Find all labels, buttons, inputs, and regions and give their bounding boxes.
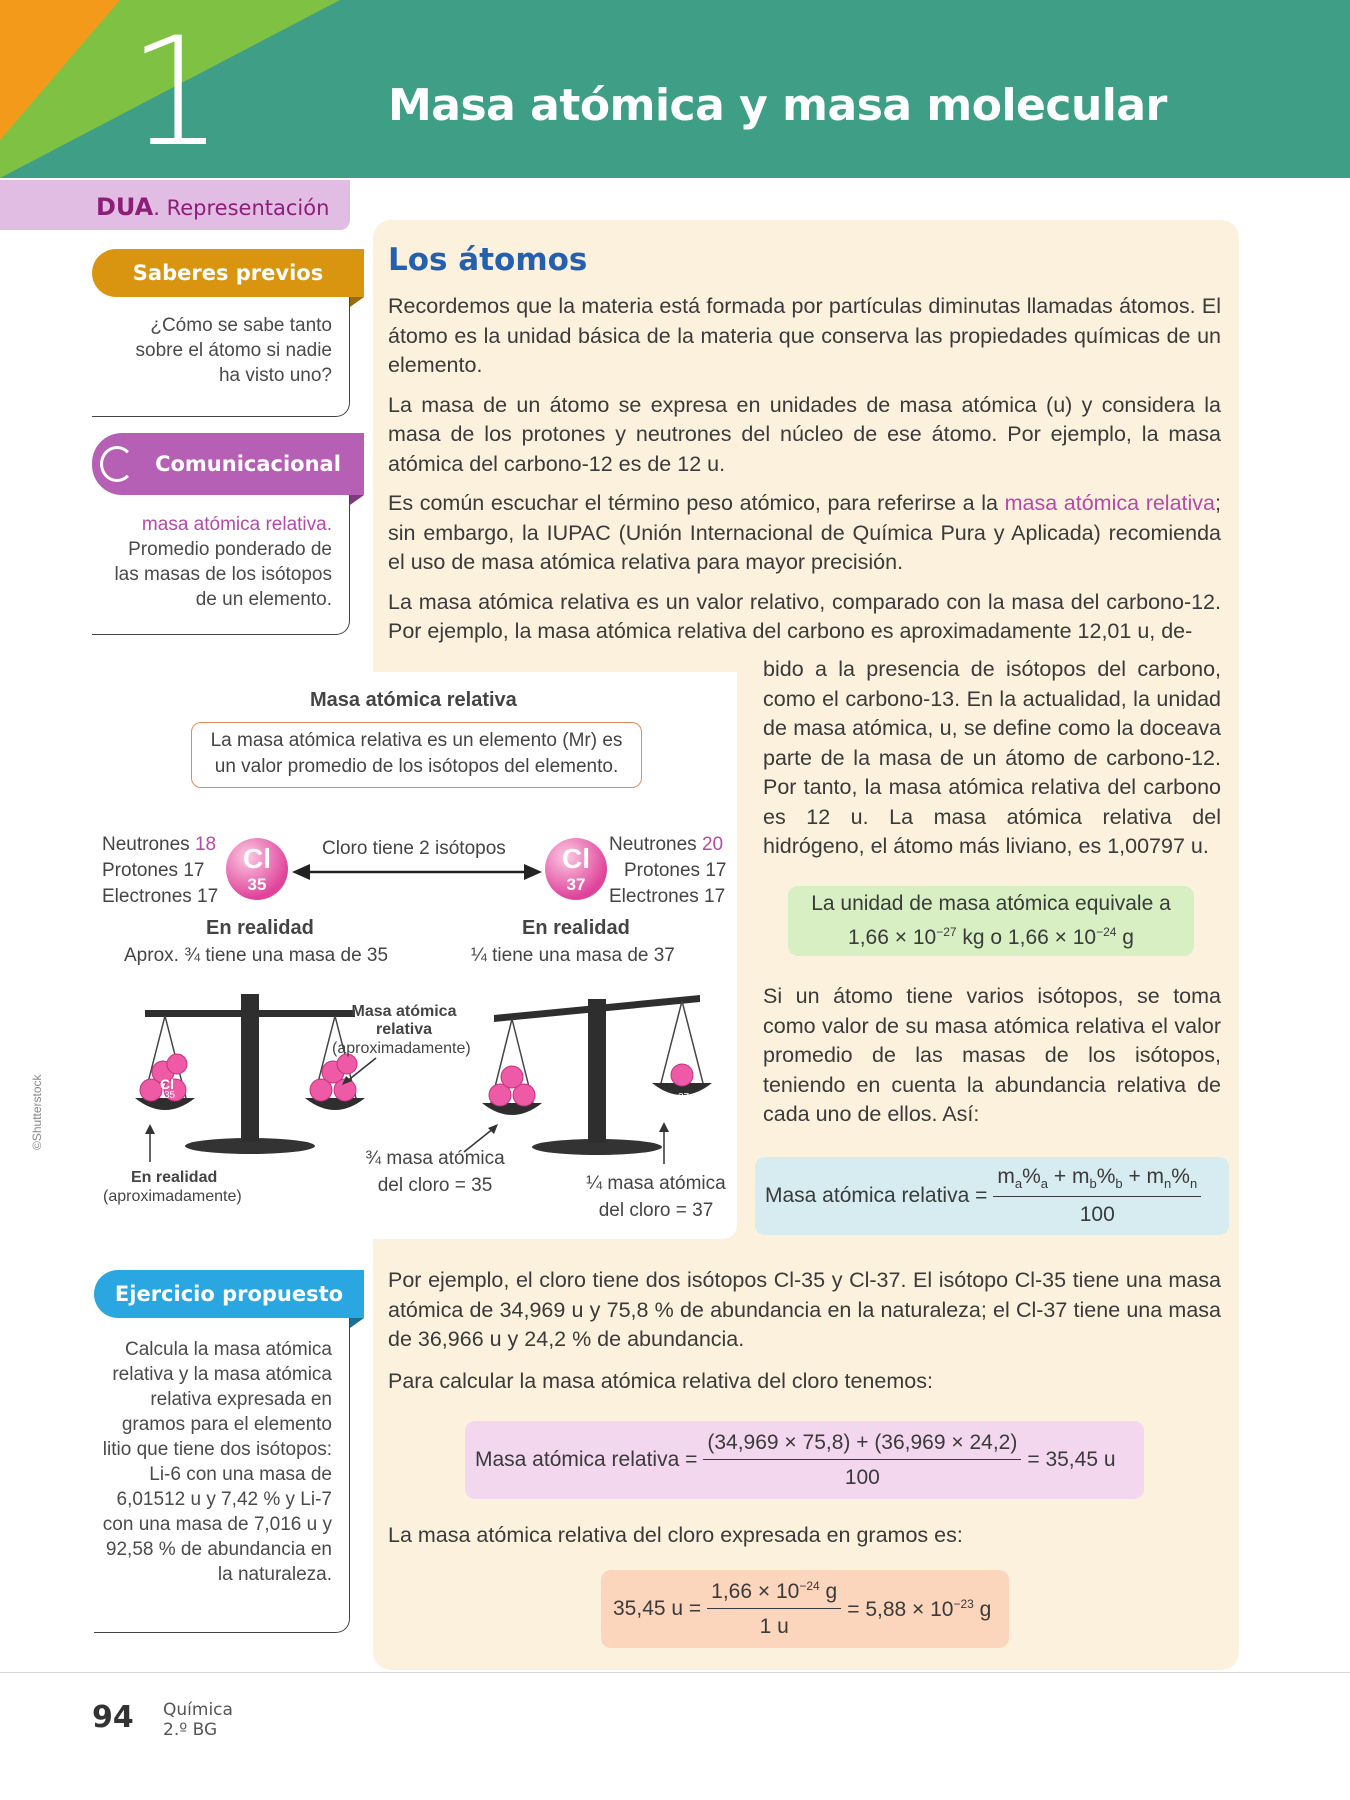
saberes-previos-header — [92, 249, 364, 297]
bottom-right-arrow — [654, 1122, 674, 1166]
unit-equivalence-box — [788, 886, 1194, 956]
cl35-symbol: Cl — [243, 843, 271, 874]
rn-label: Neutrones — [609, 834, 697, 855]
comunicacional-fold — [350, 495, 364, 505]
ub-exp2: −24 — [1096, 925, 1117, 939]
unit-box-line-2 — [848, 918, 1134, 952]
ub-exp1: −27 — [936, 925, 957, 939]
page-title: Masa atómica y masa molecular — [388, 80, 1167, 131]
formula2-numerator: (34,969 × 75,8) + (36,969 × 24,2) — [703, 1431, 1021, 1460]
p3-end: ; sin embargo, la IUPAC (Unión Internacional de Química Pura y Aplicada) recomienda el uso de masa atómica relativa para mayor precisión. — [388, 491, 1221, 574]
mar-label-bold: Masa atómica relativa — [351, 1003, 457, 1038]
paragraph-7: Para calcular la masa atómica relativa del cloro tenemos: — [388, 1369, 933, 1393]
saberes-previos-title: Saberes previos — [132, 261, 324, 285]
formula1-denominator: 100 — [1079, 1202, 1115, 1226]
paragraph-2: La masa de un átomo se expresa en unidades de masa atómica (u) y considera la masa de los protones y neutrones del núcleo de ese átomo. Por ejemplo, la masa atómica del carbono-12 es de 12 u. — [388, 392, 1221, 476]
paragraph-6: Por ejemplo, el cloro tiene dos isótopos Cl-35 y Cl-37. El isótopo Cl-35 tiene una masa atómica de 34,969 u y 75,8 % de abundancia en la naturaleza; el Cl-37 tiene una masa de 36,966 u y 24,2 % de abundancia. — [388, 1268, 1221, 1351]
unit-number: 1 — [128, 6, 224, 178]
ejercicio-propuesto-text: Calcula la masa atómica relativa y la masa atómica relativa expresada en gramos para el elemento litio que tiene dos isótopos: Li-6 con una masa de 6,01512 u y 7,42 % y Li-7 con una masa de 7,016 u y 92,58 % de abundancia en la naturaleza. — [102, 1339, 332, 1585]
ejercicio-propuesto-header — [94, 1270, 364, 1318]
left-neutrons — [102, 834, 216, 856]
formula3-result — [847, 1597, 991, 1622]
formula2-fraction — [703, 1431, 1021, 1490]
formula2-label: Masa atómica relativa = — [475, 1448, 698, 1471]
book-grade: 2.º BG — [163, 1720, 218, 1740]
bottom-mid-label: ¾ masa atómica del cloro = 35 — [365, 1148, 505, 1196]
ub-c: g — [1116, 926, 1134, 949]
p3-term: masa atómica relativa — [1004, 491, 1216, 515]
right-electrons: Electrones 17 — [609, 886, 726, 907]
right-reality-title: En realidad — [522, 917, 630, 939]
paragraph-4b: bido a la presencia de isótopos del carbono, como el carbono-13. En la actualidad, la unidad de masa atómica, u, se define como la doceava parte de la masa de un átomo de carbono-12. Por tanto, la masa atómica relativa del carbono es 12 u. La masa atómica relativa del hidrógeno, el átomo más liviano, es 1,00797 u. — [763, 657, 1221, 858]
bottom-left-arrow — [140, 1124, 160, 1164]
left-protons: Protones 17 — [102, 860, 205, 881]
ball-mass-37-label: 37 — [678, 1092, 690, 1103]
f3n-a: 1,66 × 10 — [711, 1580, 800, 1603]
bottom-left-sub: (aproximadamente) — [103, 1188, 242, 1205]
comunicacional-definition: Promedio ponderado de las masas de los isótopos de un elemento. — [114, 539, 332, 610]
saberes-fold — [350, 297, 364, 307]
saberes-previos-text: ¿Cómo se sabe tanto sobre el átomo si nadie ha visto uno? — [135, 315, 332, 386]
figure-definition-box — [191, 722, 642, 788]
formula2-result: = 35,45 u — [1027, 1448, 1116, 1471]
f3r-a: = 5,88 × 10 — [847, 1597, 954, 1621]
ejercicio-propuesto-title: Ejercicio propuesto — [114, 1282, 344, 1306]
paragraph-8: La masa atómica relativa del cloro expresada en gramos es: — [388, 1523, 963, 1547]
bottom-left-bold: En realidad — [131, 1169, 218, 1186]
comunicacional-text — [100, 512, 332, 612]
paragraph-5: Si un átomo tiene varios isótopos, se toma como valor de su masa atómica relativa el valor promedio de las masas de los isótopos, teniendo en cuenta la abundancia relativa de cada uno de ellos. Así: — [763, 984, 1221, 1126]
paragraph-1: Recordemos que la materia está formada por partículas diminutas llamadas átomos. El átomo es la unidad básica de la materia que conserva las propiedades químicas de un elemento. — [388, 294, 1221, 377]
f3r-exp: −23 — [953, 1596, 974, 1611]
comunicacional-term: masa atómica relativa. — [141, 514, 332, 535]
formula1-label: Masa atómica relativa = — [765, 1184, 988, 1207]
cl37-symbol: Cl — [562, 843, 590, 874]
formula-general-box — [755, 1157, 1229, 1235]
intro-text — [388, 292, 1221, 647]
f3n-exp: −24 — [799, 1579, 820, 1593]
mar-pointer-arrow — [340, 1056, 380, 1086]
cl35-atom — [226, 838, 288, 900]
cl37-mass: 37 — [566, 875, 586, 894]
page-number: 94 — [92, 1700, 134, 1735]
formula3-numerator — [707, 1579, 841, 1609]
formula-grams-box — [601, 1570, 1009, 1648]
figure-definition-text: La masa atómica relativa es un elemento (Mr) es un valor promedio de los isótopos del elemento. — [210, 730, 623, 777]
right-balance-scale — [482, 995, 712, 1165]
right-neutrons — [609, 834, 723, 856]
formula3-left: 35,45 u = — [613, 1597, 702, 1620]
ln-label: Neutrones — [102, 834, 190, 855]
formula-chlorine-box — [465, 1421, 1144, 1499]
right-reality-text: ¼ tiene una masa de 37 — [471, 945, 675, 966]
dua-label — [96, 193, 329, 221]
mar-label-sub: (aproximadamente) — [332, 1040, 471, 1057]
unit-box-line-1: La unidad de masa atómica equivale a — [811, 892, 1171, 915]
book-info — [163, 1700, 233, 1740]
ub-b: kg o 1,66 × 10 — [956, 926, 1097, 949]
footer-divider — [0, 1672, 1350, 1673]
comunicacional-c-icon — [100, 446, 134, 482]
book-subject: Química — [163, 1700, 233, 1720]
left-electrons: Electrones 17 — [102, 886, 219, 907]
ln-val: 18 — [194, 834, 217, 855]
cl35-mass: 35 — [247, 875, 267, 894]
rn-val: 20 — [701, 834, 724, 855]
formula1-fraction — [993, 1165, 1201, 1226]
figure-title: Masa atómica relativa — [310, 689, 517, 711]
dua-banner — [0, 180, 350, 230]
dua-rest: . Representación — [153, 196, 330, 220]
left-balance-scale — [135, 990, 365, 1160]
p3-start: Es común escuchar el término peso atómico, para referirse a la — [388, 491, 1005, 515]
f3n-b: g — [819, 1580, 838, 1603]
image-credit: ©Shutterstock — [30, 1074, 44, 1150]
chapter-header — [0, 0, 1350, 178]
cl37-atom — [545, 838, 607, 900]
left-reality-title: En realidad — [206, 917, 314, 939]
comunicacional-title: Comunicacional — [155, 452, 341, 476]
left-reality-text: Aprox. ¾ tiene una masa de 35 — [124, 945, 389, 966]
ball-symbol-label: Cl — [160, 1076, 174, 1092]
header-orange-triangle — [0, 0, 120, 140]
f3r-b: g — [973, 1597, 992, 1621]
right-protons: Protones 17 — [624, 860, 727, 881]
ub-a: 1,66 × 10 — [848, 926, 937, 949]
dua-bold: DUA — [96, 193, 154, 221]
section-title: Los átomos — [388, 242, 588, 278]
formula3-denominator: 1 u — [759, 1615, 789, 1638]
formula1-numerator: $m_a\%_a + m_b\%_b + m_n\%_n$ — [993, 1165, 1201, 1196]
formula3-fraction — [707, 1579, 841, 1639]
formula2-denominator: 100 — [844, 1465, 880, 1489]
bottom-right-label: ¼ masa atómica del cloro = 37 — [586, 1173, 726, 1221]
paragraph-3 — [388, 489, 1221, 578]
isotopes-arrow-label: Cloro tiene 2 isótopos — [322, 838, 506, 859]
paragraph-4a: La masa atómica relativa es un valor relativo, comparado con la masa del carbono-12. Por ejemplo, la masa atómica relativa del carbono es aproximadamente 12,01 u, de- — [388, 589, 1221, 643]
double-arrow — [292, 860, 542, 884]
ejercicio-fold — [350, 1318, 364, 1328]
ball-mass-35-label: 35 — [164, 1090, 176, 1101]
